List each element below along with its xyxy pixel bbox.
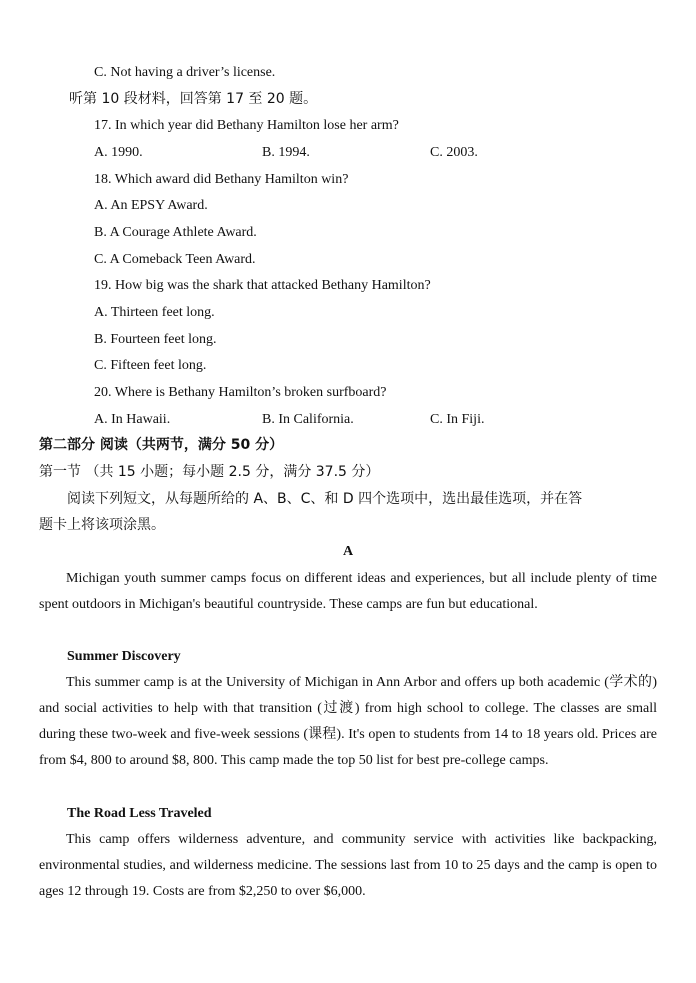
passage-intro-text: Michigan youth summer camps focus on different ideas and experiences, but all include plenty of time spent outdoors in Michigan's beautiful countryside. These camps are fun but educational. [39,571,657,612]
camp-2-title: The Road Less Traveled [67,806,212,821]
option-16c: C. Not having a driver’s license. [94,65,276,80]
part-two-heading: 第二部分 阅读（共两节，满分 50 分） [39,437,284,453]
section-one-heading: 第一节 （共 15 小题；每小题 2.5 分，满分 37.5 分） [39,464,380,480]
option-19b: B. Fourteen feet long. [94,332,217,347]
option-17c: C. 2003. [430,145,478,160]
section-instruction-10: 听第 10 段材料，回答第 17 至 20 题。 [69,91,318,107]
passage-a-title: A [342,544,354,559]
option-20b: B. In California. [262,412,354,427]
question-20: 20. Where is Bethany Hamilton’s broken surfboard? [94,385,387,400]
option-18c: C. A Comeback Teen Award. [94,252,256,267]
option-17a: A. 1990. [94,145,143,160]
question-17: 17. In which year did Bethany Hamilton lose her arm? [94,118,399,133]
reading-instruction-1: 阅读下列短文，从每题所给的 A、B、C、和 D 四个选项中，选出最佳选项，并在答 [67,491,583,507]
option-18a: A. An EPSY Award. [94,198,208,213]
question-18: 18. Which award did Bethany Hamilton win? [94,172,349,187]
question-19: 19. How big was the shark that attacked Bethany Hamilton? [94,278,431,293]
camp-2-text: This camp offers wilderness adventure, and community service with activities like backpacking, environmental studies, and wilderness medicine. The sessions last from 10 to 25 days and the camp is open to ages 12 through 19. Costs are from $2,250 to over $6,000. [39,832,657,899]
camp-1-text: This summer camp is at the University of Michigan in Ann Arbor and offers up both academic (学术的) and social activities to help with that transition (过渡) from high school to college. The classes are small during these two-week and five-week sessions (课程). It's open to students from 14 to 18 years old. Prices are from $4, 800 to around $8, 800. This camp made the top 50 list for best pre-college camps. [39,675,657,768]
camp-1-title: Summer Discovery [67,649,181,664]
option-18b: B. A Courage Athlete Award. [94,225,257,240]
option-19c: C. Fifteen feet long. [94,358,207,373]
camp-2-description [39,827,657,905]
camp-1-description [39,670,657,774]
reading-instruction-2: 题卡上将该项涂黑。 [39,517,165,533]
option-17b: B. 1994. [262,145,310,160]
option-20a: A. In Hawaii. [94,412,171,427]
passage-intro [39,566,657,618]
option-20c: C. In Fiji. [430,412,485,427]
option-19a: A. Thirteen feet long. [94,305,215,320]
